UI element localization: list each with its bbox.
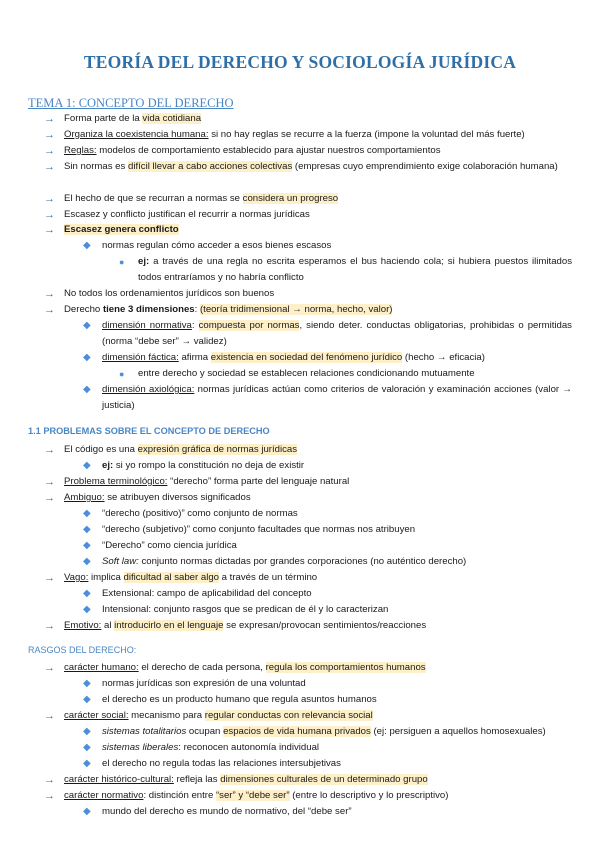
list-item: dimensión fáctica: afirma existencia en sociedad del fenómeno jurídico (hecho → eficacia) [102,352,485,363]
list-item: Forma parte de la vida cotidiana [64,113,202,124]
list-item: Soft law: conjunto normas dictadas por grandes corporaciones (no auténtico derecho) [102,556,467,567]
list-item: Ambiguo: se atribuyen diversos significados [64,492,251,503]
list-item: normas jurídicas son expresión de una voluntad [102,678,306,689]
arrow-right-icon: → [44,572,55,584]
list-item: el derecho no regula todas las relaciones intersubjetivas [102,758,341,769]
diamond-bullet-icon: ◆ [83,540,91,551]
list-item: Derecho tiene 3 dimensiones: (teoría tridimensional → norma, hecho, valor) [64,304,393,315]
list-item: Escasez y conflicto justifican el recurrir a normas jurídicas [64,209,310,220]
list-item: Escasez genera conflicto [64,224,179,235]
section-heading-1-1: 1.1 PROBLEMAS SOBRE EL CONCEPTO DE DERECHO [28,426,270,436]
section-heading-tema1: TEMA 1: CONCEPTO DEL DERECHO [28,96,234,110]
diamond-bullet-icon: ◆ [83,806,91,817]
diamond-bullet-icon: ◆ [83,352,91,363]
diamond-bullet-icon: ◆ [83,556,91,567]
list-item: mundo del derecho es mundo de normativo, del “debe ser” [102,806,352,817]
arrow-right-icon: → [44,710,55,722]
diamond-bullet-icon: ◆ [83,694,91,705]
diamond-bullet-icon: ◆ [83,320,91,331]
arrow-right-icon: → [44,113,55,125]
arrow-right-icon: → [44,129,55,141]
diamond-bullet-icon: ◆ [83,384,91,395]
diamond-bullet-icon: ◆ [83,460,91,471]
list-item: carácter social: mecanismo para regular conductas con relevancia social [64,710,373,721]
section-heading-rasgos: RASGOS DEL DERECHO: [28,645,137,655]
arrow-right-icon: → [44,476,55,488]
list-item: carácter humano: el derecho de cada persona, regula los comportamientos humanos [64,662,426,673]
list-item: Extensional: campo de aplicabilidad del concepto [102,588,312,599]
list-item: dimensión normativa: compuesta por normas, siendo deter. conductas obligatorias, prohibidas o permitidas (norma “debe ser” → validez) [102,320,572,347]
list-item: Sin normas es difícil llevar a cabo acciones colectivas (empresas cuyo emprendimiento exige colaboración humana) [64,161,558,172]
list-item: Organiza la coexistencia humana: si no hay reglas se recurre a la fuerza (impone la voluntad del más fuerte) [64,129,525,140]
arrow-right-icon: → [44,145,55,157]
list-item: sistemas totalitarios ocupan espacios de vida humana privados (ej: persiguen a aquellos homosexuales) [102,726,546,737]
diamond-bullet-icon: ◆ [83,604,91,615]
list-item: ej: a través de una regla no escrita esperamos el bus haciendo cola; si hubiera puestos ilimitados todos entraríamos y no habría conflicto [138,256,572,283]
diamond-bullet-icon: ◆ [83,524,91,535]
arrow-right-icon: → [44,444,55,456]
diamond-bullet-icon: ◆ [83,588,91,599]
arrow-right-icon: → [44,774,55,786]
list-item: El código es una expresión gráfica de normas jurídicas [64,444,298,455]
list-item: carácter normativo: distinción entre “ser” y “debe ser” (entre lo descriptivo y lo prescriptivo) [64,790,449,801]
list-item: Vago: implica dificultad al saber algo a través de un término [64,572,318,583]
list-item: “Derecho” como ciencia jurídica [102,540,237,551]
arrow-right-icon: → [44,193,55,205]
arrow-right-icon: → [44,620,55,632]
list-item: dimensión axiológica: normas jurídicas actúan como criterios de valoración y examinación acciones (valor → justicia) [102,384,572,411]
arrow-right-icon: → [44,209,55,221]
list-item: normas regulan cómo acceder a esos bienes escasos [102,240,332,251]
arrow-right-icon: → [44,492,55,504]
diamond-bullet-icon: ◆ [83,758,91,769]
arrow-right-icon: → [44,288,55,300]
list-item: Reglas: modelos de comportamiento establecido para ajustar nuestros comportamientos [64,145,441,156]
list-item: Emotivo: al introducirlo en el lenguaje se expresan/provocan sentimientos/reacciones [64,620,427,631]
arrow-right-icon: → [44,662,55,674]
dot-bullet-icon: ● [119,369,125,379]
diamond-bullet-icon: ◆ [83,678,91,689]
arrow-right-icon: → [44,224,55,236]
arrow-right-icon: → [44,161,55,173]
list-item: Intensional: conjunto rasgos que se predican de él y lo caracterizan [102,604,389,615]
list-item: Problema terminológico: “derecho” forma parte del lenguaje natural [64,476,350,487]
diamond-bullet-icon: ◆ [83,742,91,753]
list-item: El hecho de que se recurran a normas se considera un progreso [64,193,339,204]
arrow-right-icon: → [44,304,55,316]
list-item: “derecho (positivo)” como conjunto de normas [102,508,298,519]
list-item: “derecho (subjetivo)” como conjunto facultades que normas nos atribuyen [102,524,416,535]
list-item: No todos los ordenamientos jurídicos son buenos [64,288,275,299]
dot-bullet-icon: ● [119,257,125,267]
diamond-bullet-icon: ◆ [83,240,91,251]
diamond-bullet-icon: ◆ [83,726,91,737]
arrow-right-icon: → [44,790,55,802]
list-item: ej: si yo rompo la constitución no deja de existir [102,460,305,471]
list-item: carácter histórico-cultural: refleja las dimensiones culturales de un determinado grupo [64,774,428,785]
list-item: sistemas liberales: reconocen autonomía individual [102,742,320,753]
document-title: TEORÍA DEL DERECHO Y SOCIOLOGÍA JURÍDICA [83,52,517,72]
list-item: el derecho es un producto humano que regula asuntos humanos [102,694,377,705]
list-item: entre derecho y sociedad se establecen relaciones condicionando mutuamente [138,368,475,379]
diamond-bullet-icon: ◆ [83,508,91,519]
